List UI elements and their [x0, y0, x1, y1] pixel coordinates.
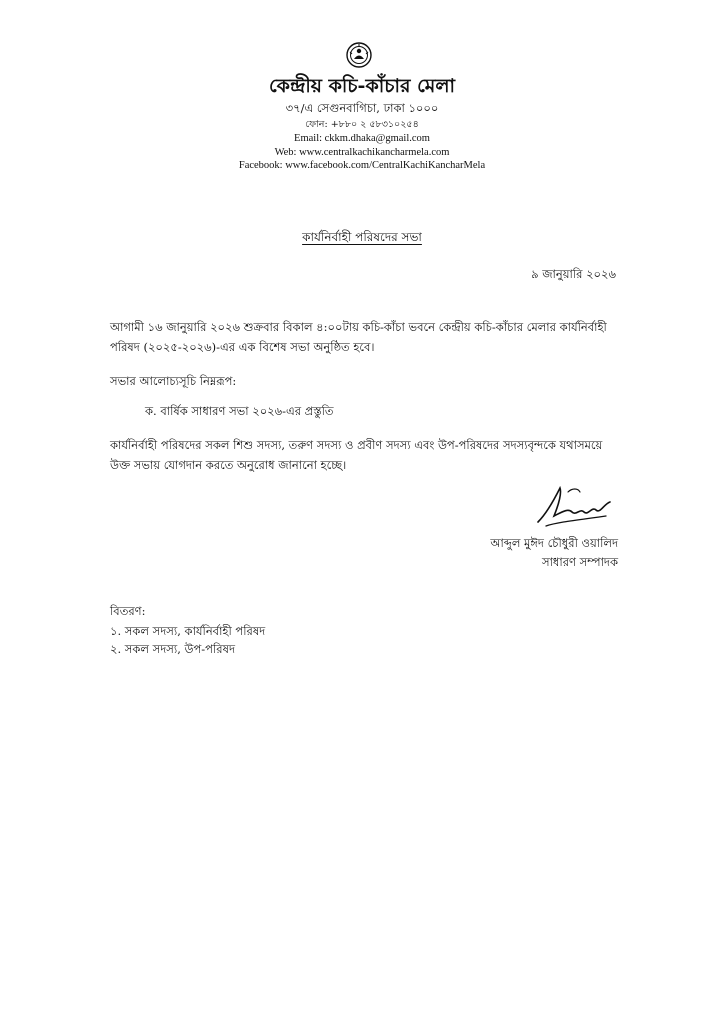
organization-name: কেন্দ্রীয় কচি-কাঁচার মেলা	[268, 75, 456, 97]
signature	[528, 482, 618, 532]
signatory-name: আব্দুল মুঈদ চৌধুরী ওয়ালিদ	[490, 536, 618, 550]
letter-date: ৯ জানুয়ারি ২০২৬	[531, 267, 616, 281]
letter-subject: কার্যনির্বাহী পরিষদের সভা	[302, 230, 422, 244]
organization-website: Web: www.centralkachikancharmela.com	[274, 147, 450, 158]
meeting-announcement-paragraph: আগামী ১৬ জানুয়ারি ২০২৬ শুক্রবার বিকাল ৪:০০টায় কচি-কাঁচা ভবনে কেন্দ্রীয় কচি-কাঁচার মেলার কার্যনির্বাহী পরিষদ (২০২৫-২০২৬)-এর এক বিশেষ সভা অনুষ্ঠিত হবে।	[110, 320, 607, 354]
distribution-heading: বিতরণ:	[110, 604, 146, 618]
organization-email: Email: ckkm.dhaka@gmail.com	[294, 133, 430, 144]
organization-phone: ফোন: +৮৮০ ২ ৫৮৩১০২৫৪	[305, 119, 419, 130]
attendance-request-paragraph: কার্যনির্বাহী পরিষদের সকল শিশু সদস্য, তরুণ সদস্য ও প্রবীণ সদস্য এবং উপ-পরিষদের সদস্যবৃন্দকে যথাসময়ে উক্ত সভায় যোগদান করতে অনুরোধ জানানো হচ্ছে।	[110, 438, 603, 472]
distribution-item: ২. সকল সদস্য, উপ-পরিষদ	[110, 642, 235, 656]
organization-logo	[346, 42, 372, 68]
signatory-title: সাধারণ সম্পাদক	[542, 555, 618, 569]
distribution-item: ১. সকল সদস্য, কার্যনির্বাহী পরিষদ	[110, 624, 266, 638]
agenda-item: ক. বার্ষিক সাধারণ সভা ২০২৬-এর প্রস্তুতি	[145, 404, 334, 418]
organization-address: ৩৭/এ সেগুনবাগিচা, ঢাকা ১০০০	[285, 101, 439, 115]
organization-facebook: Facebook: www.facebook.com/CentralKachiKancharMela	[238, 160, 486, 171]
agenda-intro: সভার আলোচ্যসূচি নিম্নরূপ:	[110, 374, 237, 388]
